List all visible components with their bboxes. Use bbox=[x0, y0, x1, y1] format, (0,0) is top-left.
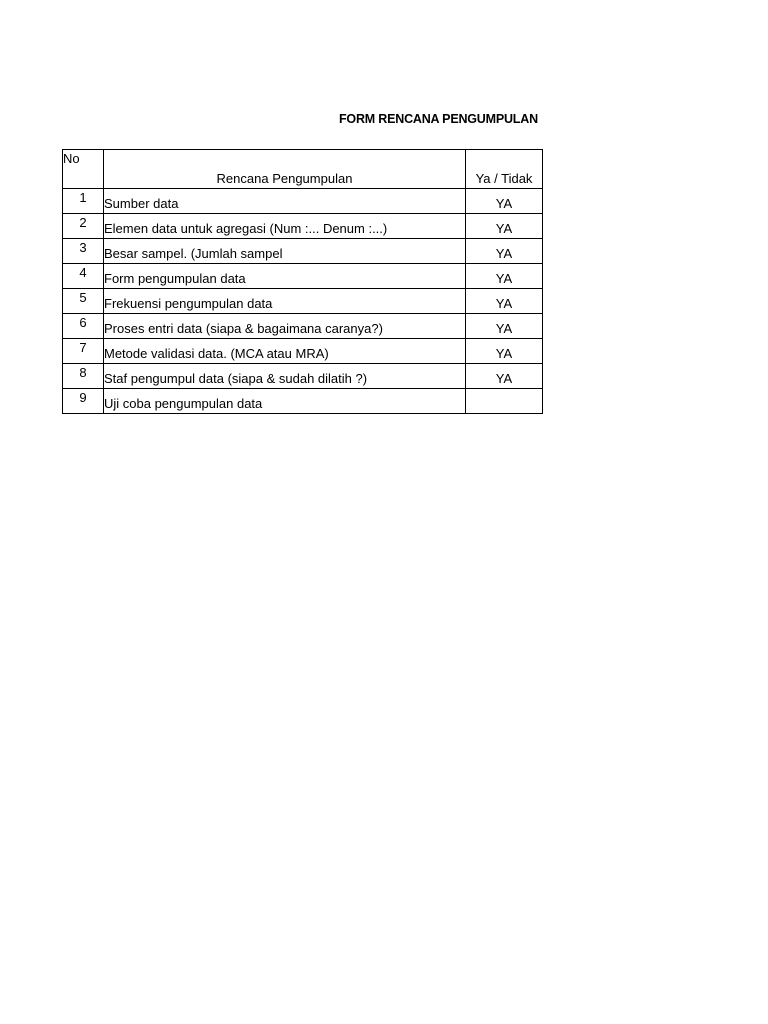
header-no: No bbox=[63, 150, 104, 189]
row-number: 7 bbox=[63, 339, 104, 364]
row-plan: Frekuensi pengumpulan data bbox=[104, 289, 466, 314]
row-number: 1 bbox=[63, 189, 104, 214]
row-plan: Form pengumpulan data bbox=[104, 264, 466, 289]
row-number: 5 bbox=[63, 289, 104, 314]
table-header-row bbox=[63, 150, 543, 189]
row-plan: Proses entri data (siapa & bagaimana caranya?) bbox=[104, 314, 466, 339]
row-yes-no bbox=[466, 389, 543, 414]
table-row bbox=[63, 339, 543, 364]
row-plan: Uji coba pengumpulan data bbox=[104, 389, 466, 414]
table-row bbox=[63, 214, 543, 239]
row-plan: Sumber data bbox=[104, 189, 466, 214]
table-row bbox=[63, 189, 543, 214]
form-title: FORM RENCANA PENGUMPULAN bbox=[339, 112, 538, 126]
row-number: 6 bbox=[63, 314, 104, 339]
row-number: 4 bbox=[63, 264, 104, 289]
table-row bbox=[63, 364, 543, 389]
row-yes-no: YA bbox=[466, 339, 543, 364]
row-plan: Metode validasi data. (MCA atau MRA) bbox=[104, 339, 466, 364]
row-number: 8 bbox=[63, 364, 104, 389]
row-plan: Staf pengumpul data (siapa & sudah dilatih ?) bbox=[104, 364, 466, 389]
table-row bbox=[63, 389, 543, 414]
row-yes-no: YA bbox=[466, 289, 543, 314]
row-plan: Elemen data untuk agregasi (Num :... Denum :...) bbox=[104, 214, 466, 239]
row-number: 3 bbox=[63, 239, 104, 264]
row-number: 9 bbox=[63, 389, 104, 414]
row-plan: Besar sampel. (Jumlah sampel bbox=[104, 239, 466, 264]
header-plan: Rencana Pengumpulan bbox=[104, 150, 466, 189]
row-yes-no: YA bbox=[466, 264, 543, 289]
table-row bbox=[63, 264, 543, 289]
row-yes-no: YA bbox=[466, 189, 543, 214]
header-yes-no: Ya / Tidak bbox=[466, 150, 543, 189]
plan-table bbox=[62, 149, 543, 414]
row-yes-no: YA bbox=[466, 239, 543, 264]
row-number: 2 bbox=[63, 214, 104, 239]
table-row bbox=[63, 314, 543, 339]
row-yes-no: YA bbox=[466, 364, 543, 389]
table-row bbox=[63, 239, 543, 264]
table-row bbox=[63, 289, 543, 314]
row-yes-no: YA bbox=[466, 214, 543, 239]
row-yes-no: YA bbox=[466, 314, 543, 339]
